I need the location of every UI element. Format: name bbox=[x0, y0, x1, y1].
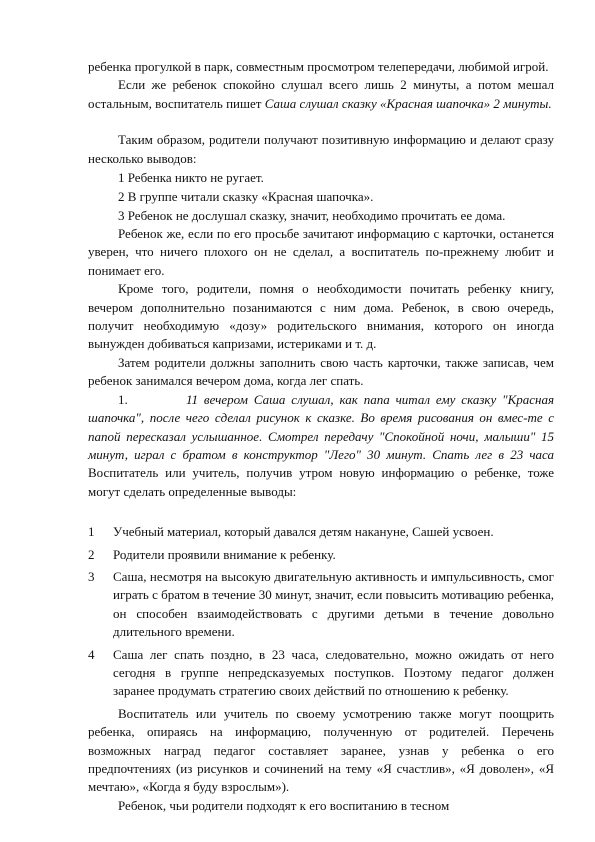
list-item-number: 1 bbox=[88, 524, 95, 540]
paragraph-7-italic: 11 вечером Саша слушал, как папа читал ему сказку "Красная шапочка", после чего сделал рисунок к сказке. Во время рисования он вмес-те с папой пересказал услышанное. Смотрел передачу "Спокойной ночи, малыши" 15 минут, играл с братом в конструктор "Лего" 30 минут. Спать лег в 23 часа bbox=[88, 391, 554, 462]
list-item-number: 2 bbox=[88, 546, 95, 562]
paragraph-8: Воспитатель или учитель по своему усмотрению также могут поощрить ребенка, опираясь на информацию, полученную от родителей. Перечень возможных наград педагог составляет заранее, узнав у ребенка о его предпочтениях (из рисунков и сочинений на тему «Я счастлив», «Я доволен», «Я мечтаю», «Когда я буду взрослым»). bbox=[88, 705, 554, 795]
list-item: 1 Ребенка никто не ругает. bbox=[118, 170, 264, 186]
paragraph-2 bbox=[88, 76, 554, 113]
list-item-text: Родители проявили внимание к ребенку. bbox=[113, 546, 336, 562]
paragraph-7-number: 1. bbox=[118, 391, 128, 407]
list-item bbox=[88, 523, 554, 541]
list-item bbox=[88, 546, 554, 564]
paragraph-2-italic: Саша слушал сказку «Красная шапочка» 2 минуты. bbox=[264, 95, 552, 111]
list-item bbox=[88, 568, 554, 642]
paragraph-7-rest: Воспитатель или учитель, получив утром новую информацию о ребенке, тоже могут сделать определенные выводы: bbox=[88, 465, 554, 499]
list-item-text: Саша лег спать поздно, в 23 часа, следовательно, можно ожидать от него сегодня в группе непредсказуемых поступков. Поэтому педагог должен заранее продумать стратегию своих действий по отношению к ребенку. bbox=[113, 646, 554, 699]
list-item-number: 4 bbox=[88, 646, 95, 662]
short-conclusions-list bbox=[118, 168, 554, 225]
paragraph-6: Затем родители должны заполнить свою часть карточки, также записав, чем ребенок занимался вечером дома, когда лег спать. bbox=[88, 354, 554, 389]
teacher-conclusions-list bbox=[88, 523, 554, 701]
paragraph-5: Кроме того, родители, помня о необходимости почитать ребенку книгу, вечером дополнительно позанимаются с ним дома. Ребенок, в свою очередь, получит необходимую «дозу» родительского внимания, которого он иногда вынужден добиваться капризами, истериками и т. д. bbox=[88, 281, 554, 352]
paragraph-2-lead: Если же ребенок спокойно слушал всего лишь 2 минуты, а потом мешал остальным, воспитатель пишет bbox=[88, 77, 554, 111]
document-page bbox=[88, 58, 554, 815]
paragraph-4: Ребенок же, если по его просьбе зачитают информацию с карточки, останется уверен, что ничего плохого он не сделал, а воспитатель по-прежнему любит и понимает его. bbox=[88, 226, 554, 278]
paragraph-1: ребенка прогулкой в парк, совместным просмотром телепередачи, любимой игрой. bbox=[88, 59, 549, 74]
paragraph-9: Ребенок, чьи родители подходят к его воспитанию в тесном bbox=[118, 797, 450, 813]
list-item-text: Саша, несмотря на высокую двигательную активность и импульсивность, смог играть с братом в течение 30 минут, значит, если повысить мотивацию ребенка, он способен взаимодействовать с другими детьми в течение довольно длительного времени. bbox=[113, 568, 554, 640]
paragraph-7 bbox=[88, 391, 554, 501]
list-item: 2 В группе читали сказку «Красная шапочка». bbox=[118, 189, 374, 205]
paragraph-3: Таким образом, родители получают позитивную информацию и делают сразу несколько выводов: bbox=[88, 132, 554, 166]
list-item bbox=[88, 646, 554, 701]
list-item: 3 Ребенок не дослушал сказку, значит, необходимо прочитать ее дома. bbox=[118, 208, 506, 224]
list-item-number: 3 bbox=[88, 568, 95, 584]
list-item-text: Учебный материал, который давался детям накануне, Сашей усвоен. bbox=[113, 524, 494, 540]
